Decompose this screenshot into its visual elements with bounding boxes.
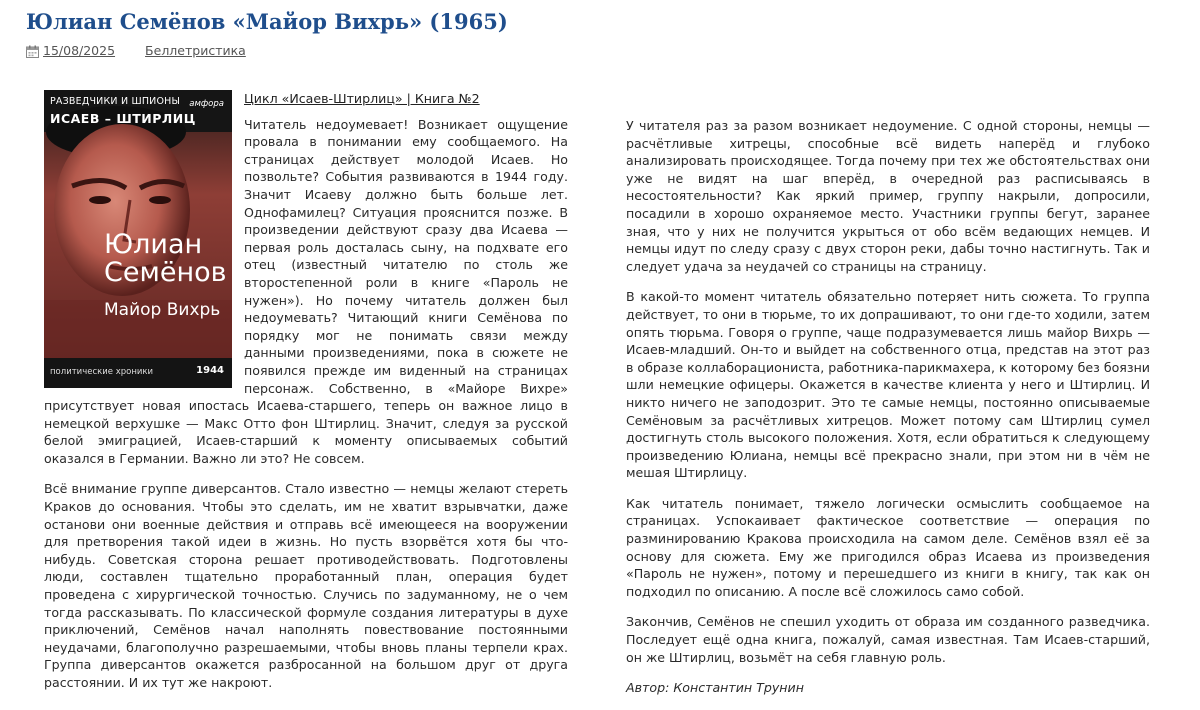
- paragraph: У читателя раз за разом возникает недоумение. С одной стороны, немцы — расчётливые хитрецы, способные всё видеть наперёд и глубоко анализировать происходящее. Тогда почему при тех же обстоятельствах они уже не видят на шаг вперёд, в очередной раз расписываясь в несостоятельности? Как яркий пример, группу накрыли, допросили, посадили в хорошо охраняемое место. Участники группы бегут, заранее зная, что у них не получится укрыться от обо всём ведающих немцев. И немцы идут по следу сразу с двух сторон реки, дабы точно настигнуть. Так и следует удача за неудачей со страницы на страницу.: [626, 118, 1150, 274]
- cycle-link[interactable]: Цикл «Исаев-Штирлиц» | Книга №2: [244, 91, 480, 106]
- paragraph: Читатель недоумевает! Возникает ощущение провала в понимании ему сообщаемого. На страницах действует молодой Исаев. Но позвольте? События развиваются в 1944 году. Значит Исаеву должно быть больше лет. Однофамилец? Ситуация прояснится позже. В произведении действуют сразу два Исаева — первая роль досталась сыну, на подхвате его отец (известный читателю по столь же второстепенной роли в книге «Пароль не нужен»). Но почему читатель должен был недоумевать? Читающий книги Семёнова по порядку мог не понимать связи между данными произведениями, пока в сюжете не появился прежде им виденный на страницах персонаж. Собственно, в «Майоре Вихре» присутствует новая ипостась Исаева-старшего, теперь он важное лицо в немецкой верхушке — Макс Отто фон Штирлиц. Значит, следуя за русской белой эмиграцией, Исаев-старший к моменту описываемых событий оказался в Германии. Важно ли это? Не совсем.: [44, 116, 568, 466]
- cover-cycle: ИСАЕВ – ШТИРЛИЦ: [50, 111, 196, 126]
- cover-year: 1944: [196, 365, 224, 376]
- author-signature: Автор: Константин Трунин: [626, 680, 804, 696]
- category-link[interactable]: Беллетристика: [145, 43, 246, 58]
- cover-series: РАЗВЕДЧИКИ И ШПИОНЫ: [50, 96, 181, 107]
- cover-author-last: Семёнов: [104, 257, 227, 288]
- cover-subseries: политические хроники: [50, 367, 154, 377]
- date-link[interactable]: 15/08/2025: [43, 43, 116, 58]
- cover-author-first: Юлиан: [104, 229, 203, 260]
- paragraph: Как читатель понимает, тяжело логически осмыслить сообщаемое на страницах. Успокаивает фактическое соответствие — операция по разминированию Кракова происходила на самом деле. Семёнов взял её за основу для сюжета. Ему же пригодился образ Исаева из произведения «Пароль не нужен», потому и перешедшего из книги в книгу, так как он подходил по описанию. А после всё сложилось само собой.: [626, 495, 1150, 599]
- article-meta: [26, 43, 246, 59]
- article-title: Юлиан Семёнов «Майор Вихрь» (1965): [26, 9, 508, 34]
- cover-publisher: амфора: [189, 99, 224, 109]
- left-column: [44, 90, 568, 705]
- paragraph: В какой-то момент читатель обязательно потеряет нить сюжета. То группа действует, то они в тюрьме, то их допрашивают, то они где-то ходили, затем опять тюрьма. Говоря о группе, чаще подразумевается лишь майор Вихрь — Исаев-младший. Он-то и выйдет на собственного отца, представ на этот раз в образе коллаборациониста, работника-парикмахера, к которому без боязни шли немецкие офицеры. Окажется в качестве клиента у него и Штирлиц. И никто ничего не заподозрит. Это те самые немцы, постоянно описываемые Семёновым за расчётливых хитрецов. Может потому сам Штирлиц сумел достигнуть столь высокого положения. Хотя, если обратиться к следующему произведению Юлиана, немцы всё прекрасно знали, при этом ни в чём не мешая Штирлицу.: [626, 289, 1150, 481]
- book-cover: [44, 90, 232, 388]
- paragraph: Всё внимание группе диверсантов. Стало известно — немцы желают стереть Краков до основания. Чтобы это сделать, им не хватит взрывчатки, даже останови они военные действия и отправь всё имеющееся на вооружении для претворения такой идеи в жизнь. Но пусть взорвётся хотя бы что-нибудь. Советская сторона решает противодействовать. Подготовлены люди, составлен тщательно проработанный план, операция будет проведена с хирургической точностью. Случись по задуманному, не о чем тогда рассказывать. По классической формуле создания литературы в духе приключений, Семёнов начал наполнять повествование постоянными неудачами, благополучно разрешаемыми, чтобы вновь планы терпели крах. Группа диверсантов окажется разбросанной на большом друг от друга расстоянии. И их тут же накроют.: [44, 481, 568, 690]
- right-column: [626, 117, 1150, 710]
- paragraph: Закончив, Семёнов не спешил уходить от образа им созданного разведчика. Последует ещё одна книга, пожалуй, самая известная. Там Исаев-старший, он же Штирлиц, возьмёт на себя главную роль.: [626, 614, 1150, 665]
- calendar-icon: [26, 45, 39, 58]
- cover-book-title: Майор Вихрь: [104, 300, 221, 320]
